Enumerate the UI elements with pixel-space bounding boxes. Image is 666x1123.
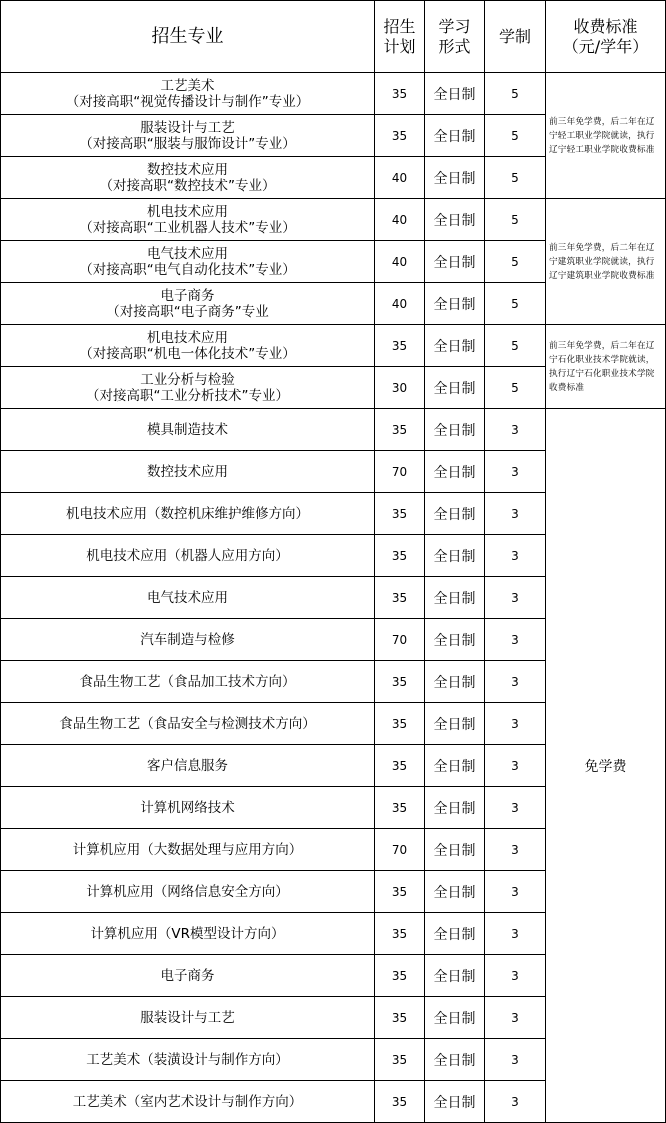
- mode-cell: 全日制: [425, 325, 485, 367]
- years-cell: 3: [485, 745, 546, 787]
- mode-cell: 全日制: [425, 997, 485, 1039]
- fee-note-cell: 前三年免学费，后二年在辽宁石化职业技术学院就读，执行辽宁石化职业技术学院收费标准: [546, 325, 666, 409]
- plan-cell: 35: [375, 997, 425, 1039]
- years-cell: 5: [485, 283, 546, 325]
- years-cell: 5: [485, 199, 546, 241]
- plan-cell: 35: [375, 409, 425, 451]
- table-row: [1, 199, 666, 241]
- mode-cell: 全日制: [425, 115, 485, 157]
- years-cell: 3: [485, 1039, 546, 1081]
- major-cell: 机电技术应用（机器人应用方向）: [1, 535, 375, 577]
- years-cell: 5: [485, 73, 546, 115]
- years-cell: 5: [485, 115, 546, 157]
- mode-cell: 全日制: [425, 73, 485, 115]
- years-cell: 3: [485, 703, 546, 745]
- years-cell: 5: [485, 367, 546, 409]
- major-cell: 计算机网络技术: [1, 787, 375, 829]
- years-cell: 3: [485, 493, 546, 535]
- mode-cell: 全日制: [425, 493, 485, 535]
- plan-cell: 70: [375, 619, 425, 661]
- years-cell: 3: [485, 535, 546, 577]
- fee-note-cell: 前三年免学费，后二年在辽宁轻工职业学院就读，执行辽宁轻工职业学院收费标准: [546, 73, 666, 199]
- major-cell: 电子商务: [1, 955, 375, 997]
- major-cell: 数控技术应用: [1, 451, 375, 493]
- years-cell: 3: [485, 619, 546, 661]
- plan-cell: 40: [375, 199, 425, 241]
- major-cell: 机电技术应用（数控机床维护维修方向）: [1, 493, 375, 535]
- major-cell: 计算机应用（网络信息安全方向）: [1, 871, 375, 913]
- major-cell: 数控技术应用 （对接高职“数控技术”专业）: [1, 157, 375, 199]
- plan-cell: 35: [375, 871, 425, 913]
- years-cell: 3: [485, 955, 546, 997]
- plan-cell: 35: [375, 577, 425, 619]
- mode-cell: 全日制: [425, 409, 485, 451]
- fee-note-cell: 前三年免学费，后二年在辽宁建筑职业学院就读，执行辽宁建筑职业学院收费标准: [546, 199, 666, 325]
- major-cell: 电气技术应用 （对接高职“电气自动化技术”专业）: [1, 241, 375, 283]
- plan-cell: 40: [375, 157, 425, 199]
- mode-cell: 全日制: [425, 871, 485, 913]
- plan-cell: 30: [375, 367, 425, 409]
- mode-cell: 全日制: [425, 283, 485, 325]
- years-cell: 3: [485, 997, 546, 1039]
- header-plan: 招生 计划: [375, 1, 425, 73]
- mode-cell: 全日制: [425, 619, 485, 661]
- major-cell: 工艺美术（室内艺术设计与制作方向）: [1, 1081, 375, 1123]
- major-cell: 食品生物工艺（食品安全与检测技术方向）: [1, 703, 375, 745]
- plan-cell: 35: [375, 955, 425, 997]
- plan-cell: 35: [375, 115, 425, 157]
- years-cell: 3: [485, 829, 546, 871]
- mode-cell: 全日制: [425, 577, 485, 619]
- mode-cell: 全日制: [425, 787, 485, 829]
- mode-cell: 全日制: [425, 1039, 485, 1081]
- years-cell: 3: [485, 871, 546, 913]
- major-cell: 计算机应用（VR模型设计方向）: [1, 913, 375, 955]
- table-row: [1, 73, 666, 115]
- plan-cell: 35: [375, 1081, 425, 1123]
- header-row: [1, 1, 666, 73]
- plan-cell: 35: [375, 703, 425, 745]
- major-cell: 工艺美术 （对接高职“视觉传播设计与制作”专业）: [1, 73, 375, 115]
- plan-cell: 35: [375, 913, 425, 955]
- major-cell: 工艺美术（装潢设计与制作方向）: [1, 1039, 375, 1081]
- plan-cell: 40: [375, 283, 425, 325]
- plan-cell: 35: [375, 535, 425, 577]
- table-row: [1, 409, 666, 451]
- major-cell: 服装设计与工艺: [1, 997, 375, 1039]
- years-cell: 5: [485, 325, 546, 367]
- major-cell: 机电技术应用 （对接高职“机电一体化技术”专业）: [1, 325, 375, 367]
- major-cell: 模具制造技术: [1, 409, 375, 451]
- mode-cell: 全日制: [425, 1081, 485, 1123]
- fee-free-cell: 免学费: [546, 409, 666, 1123]
- header-years: 学制: [485, 1, 546, 73]
- major-cell: 计算机应用（大数据处理与应用方向）: [1, 829, 375, 871]
- mode-cell: 全日制: [425, 451, 485, 493]
- plan-cell: 35: [375, 787, 425, 829]
- years-cell: 3: [485, 1081, 546, 1123]
- years-cell: 3: [485, 577, 546, 619]
- plan-cell: 35: [375, 493, 425, 535]
- plan-cell: 35: [375, 661, 425, 703]
- major-cell: 机电技术应用 （对接高职“工业机器人技术”专业）: [1, 199, 375, 241]
- years-cell: 3: [485, 451, 546, 493]
- plan-cell: 40: [375, 241, 425, 283]
- mode-cell: 全日制: [425, 157, 485, 199]
- years-cell: 5: [485, 157, 546, 199]
- mode-cell: 全日制: [425, 955, 485, 997]
- plan-cell: 35: [375, 73, 425, 115]
- header-mode: 学习 形式: [425, 1, 485, 73]
- plan-cell: 35: [375, 745, 425, 787]
- major-cell: 食品生物工艺（食品加工技术方向）: [1, 661, 375, 703]
- major-cell: 电气技术应用: [1, 577, 375, 619]
- mode-cell: 全日制: [425, 913, 485, 955]
- major-cell: 电子商务 （对接高职“电子商务”专业: [1, 283, 375, 325]
- plan-cell: 70: [375, 451, 425, 493]
- mode-cell: 全日制: [425, 241, 485, 283]
- years-cell: 3: [485, 661, 546, 703]
- years-cell: 3: [485, 787, 546, 829]
- mode-cell: 全日制: [425, 745, 485, 787]
- mode-cell: 全日制: [425, 829, 485, 871]
- mode-cell: 全日制: [425, 367, 485, 409]
- years-cell: 3: [485, 409, 546, 451]
- major-cell: 客户信息服务: [1, 745, 375, 787]
- table-row: [1, 325, 666, 367]
- plan-cell: 35: [375, 1039, 425, 1081]
- plan-cell: 35: [375, 325, 425, 367]
- plan-cell: 70: [375, 829, 425, 871]
- header-major: 招生专业: [1, 1, 375, 73]
- major-cell: 工业分析与检验 （对接高职“工业分析技术”专业）: [1, 367, 375, 409]
- years-cell: 3: [485, 913, 546, 955]
- mode-cell: 全日制: [425, 199, 485, 241]
- mode-cell: 全日制: [425, 703, 485, 745]
- major-cell: 服装设计与工艺 （对接高职“服装与服饰设计”专业）: [1, 115, 375, 157]
- mode-cell: 全日制: [425, 535, 485, 577]
- table-body: [1, 73, 666, 1123]
- years-cell: 5: [485, 241, 546, 283]
- mode-cell: 全日制: [425, 661, 485, 703]
- header-fee: 收费标准 （元/学年）: [546, 1, 666, 73]
- major-cell: 汽车制造与检修: [1, 619, 375, 661]
